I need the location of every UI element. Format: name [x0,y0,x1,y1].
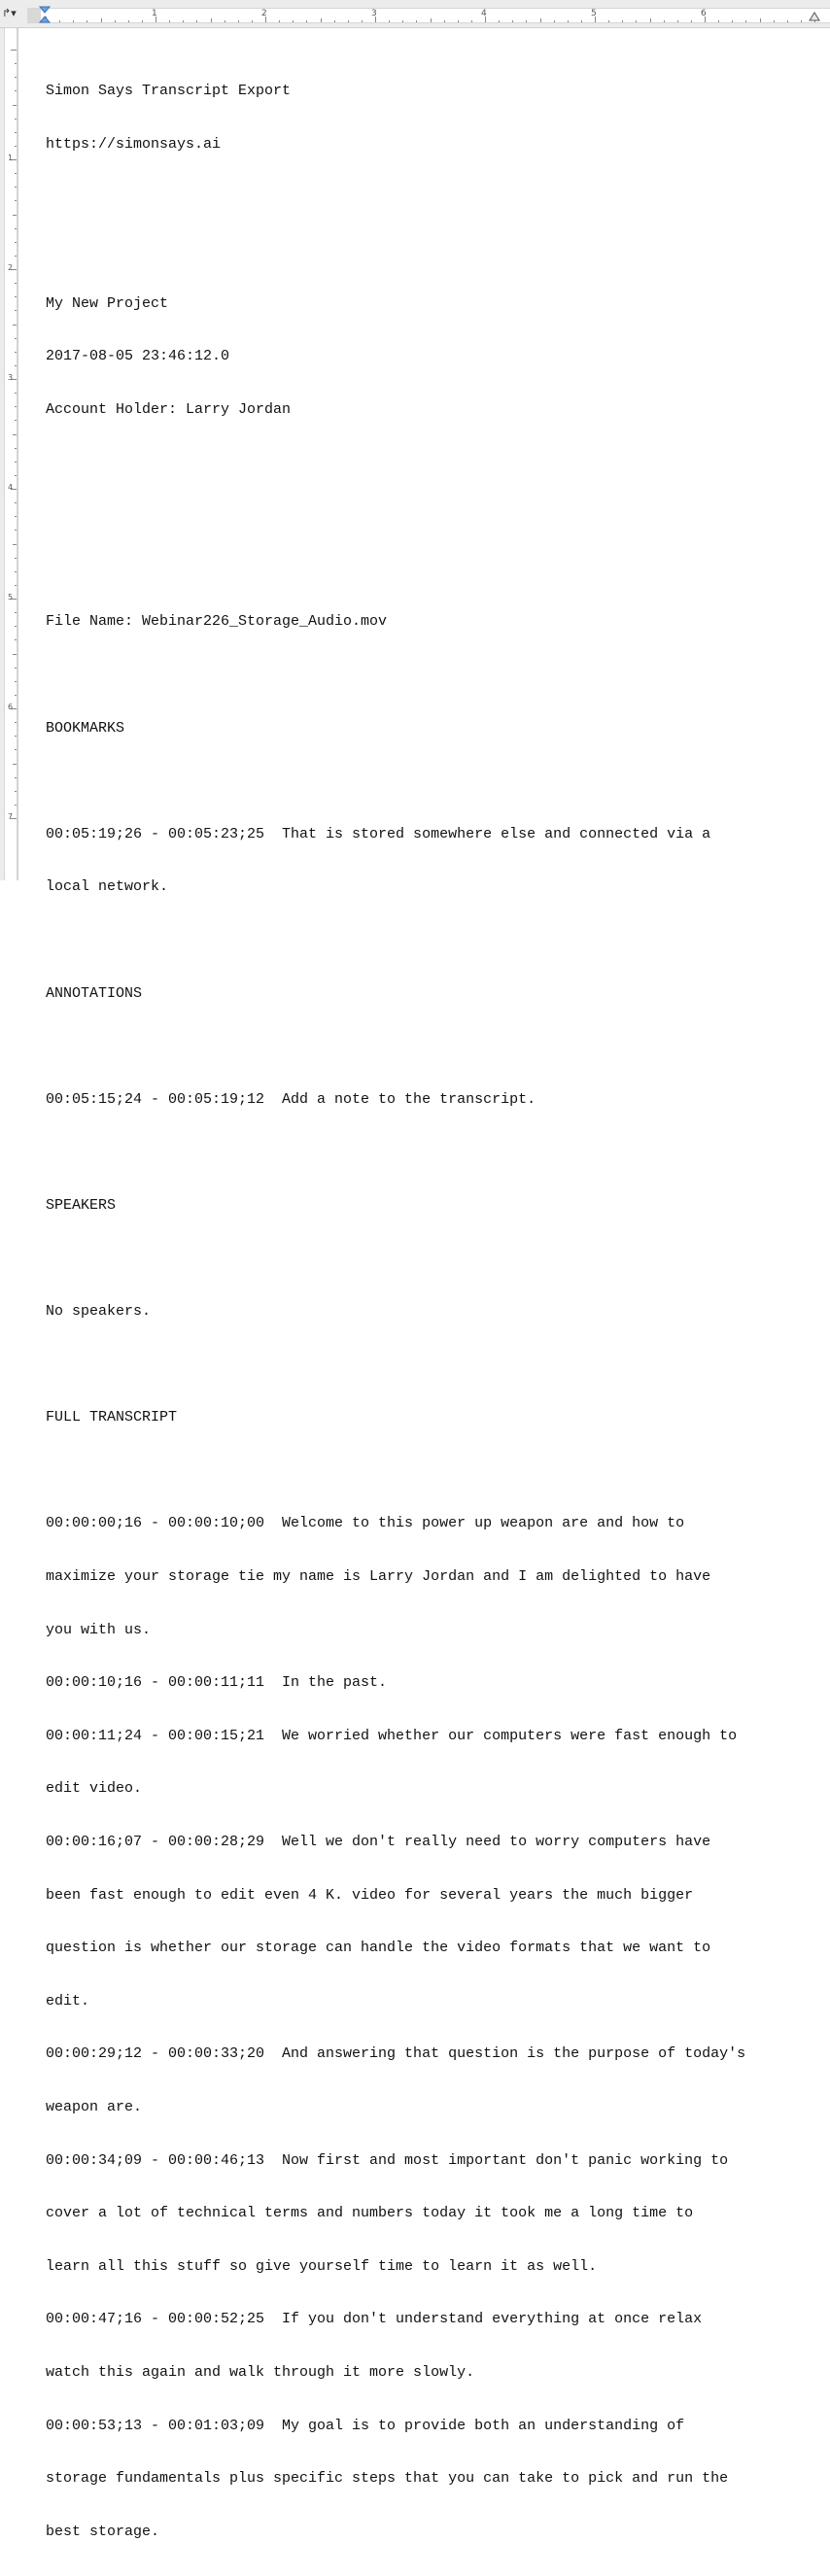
ruler-tick [608,20,609,22]
ruler-tick [142,20,143,22]
vertical-ruler-tick [15,420,17,421]
bookmark-line: local network. [46,878,169,896]
ruler-tick [444,20,445,22]
transcript-line: 00:00:00;16 - 00:00:10;00 Welcome to this power up weapon are and how to [46,1515,685,1532]
ruler-tick [622,20,623,22]
vertical-ruler-tick [15,393,17,394]
vertical-ruler-tick [15,530,17,531]
vertical-ruler-tick [15,296,17,297]
transcript-line: 00:00:34;09 - 00:00:46;13 Now first and most important don't panic working to [46,2151,729,2169]
vertical-ruler-tick [15,63,17,64]
blank-line [46,667,823,684]
ruler-tick [183,20,184,22]
ruler-tick [293,20,294,22]
ruler-tick [801,20,802,22]
horizontal-ruler[interactable] [0,0,830,28]
vertical-ruler-tick [15,448,17,449]
vertical-ruler-tick [15,805,17,806]
ruler-tick [471,20,472,22]
vertical-ruler-tick [15,310,17,311]
ruler-tick [458,20,459,22]
vertical-ruler-tick [15,612,17,613]
annotations-heading: ANNOTATIONS [46,984,143,1002]
project-timestamp: 2017-08-05 23:46:12.0 [46,348,230,365]
transcript-line: 00:00:11;24 - 00:00:15;21 We worried whether our computers were fast enough to [46,1727,738,1744]
vertical-ruler-tick [15,585,17,586]
file-name: File Name: Webinar226_Storage_Audio.mov [46,613,388,631]
vertical-ruler-tick [15,749,17,750]
vertical-ruler-tick [15,668,17,669]
vertical-ruler-tick [15,571,17,572]
vertical-ruler-tick [15,626,17,627]
transcript-line: question is whether our storage can handle the video formats that we want to [46,1940,711,1957]
ruler-tick [664,20,665,22]
ruler-tick [362,20,363,22]
ruler-tick [279,20,280,22]
vertical-ruler-strip[interactable] [4,28,17,880]
document-body[interactable] [46,48,823,2576]
bookmark-line: 00:05:19;26 - 00:05:23;25 That is stored somewhere else and connected via a [46,825,711,842]
blank-line [46,561,823,578]
ruler-tick [512,20,513,22]
vertical-ruler-tick [15,777,17,778]
export-url: https://simonsays.ai [46,136,222,153]
annotation-line: 00:05:15;24 - 00:05:19;12 Add a note to the transcript. [46,1090,536,1108]
ruler-tick [196,20,197,22]
vertical-ruler-tick [13,105,17,106]
vertical-ruler-tick [15,187,17,188]
ruler-tick [128,20,129,22]
ruler-tick [760,18,761,22]
vertical-ruler-number: 4 [8,483,14,492]
vertical-ruler-number: 5 [8,593,14,601]
transcript-line: edit video. [46,1780,143,1798]
blank-line [46,773,823,790]
transcript-line: learn all this stuff so give yourself time to learn it as well. [46,2257,598,2275]
speakers-line: No speakers. [46,1303,152,1321]
vertical-ruler-tick [15,736,17,737]
ruler-tick [211,18,212,22]
blank-line [46,507,823,525]
vertical-ruler-tick [15,228,17,229]
ruler-tick [348,20,349,22]
vertical-ruler-tick [15,200,17,201]
vertical-ruler-tick [11,50,17,51]
transcript-line: 00:00:47;16 - 00:00:52;25 If you don't understand everything at once relax [46,2311,703,2328]
vertical-ruler-tick [15,558,17,559]
vertical-ruler-tick [15,365,17,366]
transcript-line: 00:00:53;13 - 00:01:03;09 My goal is to provide both an understanding of [46,2417,685,2434]
ruler-tick [306,20,307,22]
account-holder: Account Holder: Larry Jordan [46,400,292,418]
vertical-ruler-tick [13,654,17,655]
export-title: Simon Says Transcript Export [46,83,292,100]
transcript-line: watch this again and walk through it more slowly. [46,2363,475,2381]
vertical-ruler-tick [15,502,17,503]
vertical-ruler-number: 1 [8,154,14,162]
ruler-tick [431,18,432,22]
vertical-ruler-number: 3 [8,373,14,382]
transcript-line: 00:00:29;12 - 00:00:33;20 And answering that question is the purpose of today's [46,2045,746,2063]
vertical-ruler-tick [15,132,17,133]
vertical-ruler-tick [15,475,17,476]
vertical-ruler-tick [15,516,17,517]
vertical-ruler-tick [15,639,17,640]
vertical-ruler-tick [15,352,17,353]
ruler-tick [416,20,417,22]
vertical-ruler-tick [13,764,17,765]
right-indent-marker-icon[interactable] [809,10,820,21]
ruler-tick [677,20,678,22]
vertical-ruler-tick [15,695,17,696]
tab-stop-selector-icon[interactable]: ↱▾ [2,7,17,19]
blank-line [46,1250,823,1267]
vertical-ruler-number: 6 [8,703,14,711]
ruler-tick [86,20,87,22]
blank-line [46,1144,823,1161]
vertical-ruler-tick [15,119,17,120]
transcript-line: 00:00:16;07 - 00:00:28;29 Well we don't really need to worry computers have [46,1834,711,1850]
vertical-ruler-tick [15,338,17,339]
ruler-number: 4 [481,9,487,18]
transcript-line: storage fundamentals plus specific steps that you can take to pick and run the [46,2470,729,2488]
transcript-line: cover a lot of technical terms and numbers today it took me a long time to [46,2205,694,2222]
blank-line [46,1462,823,1480]
vertical-ruler-tick [15,462,17,463]
blank-line [46,242,823,259]
ruler-tick [101,18,102,22]
vertical-ruler-tick [15,406,17,407]
bookmarks-heading: BOOKMARKS [46,719,125,737]
blank-line [46,189,823,207]
ruler-tick [59,20,60,22]
ruler-tick [499,20,500,22]
vertical-ruler-number: 2 [8,263,14,272]
vertical-ruler-tick [15,146,17,147]
ruler-tick [636,20,637,22]
vertical-ruler-tick [13,434,17,435]
ruler-strip[interactable] [27,8,830,23]
vertical-ruler-tick [13,325,17,326]
blank-line [46,1038,823,1055]
ruler-tick [540,18,541,22]
blank-line [46,455,823,472]
ruler-number: 1 [152,9,157,18]
vertical-ruler-tick [15,242,17,243]
ruler-tick [691,20,692,22]
ruler-tick [169,20,170,22]
ruler-tick [732,20,733,22]
transcript-line: weapon are. [46,2098,143,2115]
ruler-tick [718,20,719,22]
transcript-line: best storage. [46,2523,160,2540]
project-name: My New Project [46,294,169,312]
transcript-line: you with us. [46,1621,152,1638]
vertical-ruler-number: 7 [8,812,14,821]
ruler-number: 5 [591,9,597,18]
vertical-ruler-tick [13,215,17,216]
ruler-tick [321,18,322,22]
transcript-line: edit. [46,1992,90,2009]
ruler-tick [402,20,403,22]
ruler-tick [252,20,253,22]
first-line-indent-marker-icon[interactable] [39,6,51,23]
vertical-ruler-tick [15,90,17,91]
transcript-heading: FULL TRANSCRIPT [46,1409,178,1426]
ruler-number: 6 [701,9,707,18]
vertical-ruler-tick [15,681,17,682]
ruler-tick [526,20,527,22]
vertical-ruler-tick [13,544,17,545]
ruler-tick [581,20,582,22]
ruler-tick [73,20,74,22]
ruler-tick [334,20,335,22]
ruler-tick [554,20,555,22]
blank-line [46,1357,823,1374]
ruler-tick [787,20,788,22]
vertical-ruler-tick [15,283,17,284]
vertical-ruler[interactable] [0,28,18,880]
vertical-ruler-tick [15,173,17,174]
ruler-number: 2 [261,9,267,18]
vertical-ruler-tick [15,722,17,723]
ruler-tick [568,20,569,22]
ruler-tick [238,20,239,22]
transcript-line: 00:00:10;16 - 00:00:11;11 In the past. [46,1674,388,1692]
ruler-tick [745,20,746,22]
ruler-tick [774,20,775,22]
blank-line [46,932,823,949]
vertical-ruler-tick [15,77,17,78]
ruler-number: 3 [371,9,377,18]
transcript-line: been fast enough to edit even 4 K. video for several years the much bigger [46,1886,694,1904]
ruler-tick [650,18,651,22]
speakers-heading: SPEAKERS [46,1196,117,1214]
ruler-tick [389,20,390,22]
transcript-line: maximize your storage tie my name is Larry Jordan and I am delighted to have [46,1568,711,1586]
vertical-ruler-tick [15,256,17,257]
ruler-tick [115,20,116,22]
vertical-ruler-tick [15,791,17,792]
